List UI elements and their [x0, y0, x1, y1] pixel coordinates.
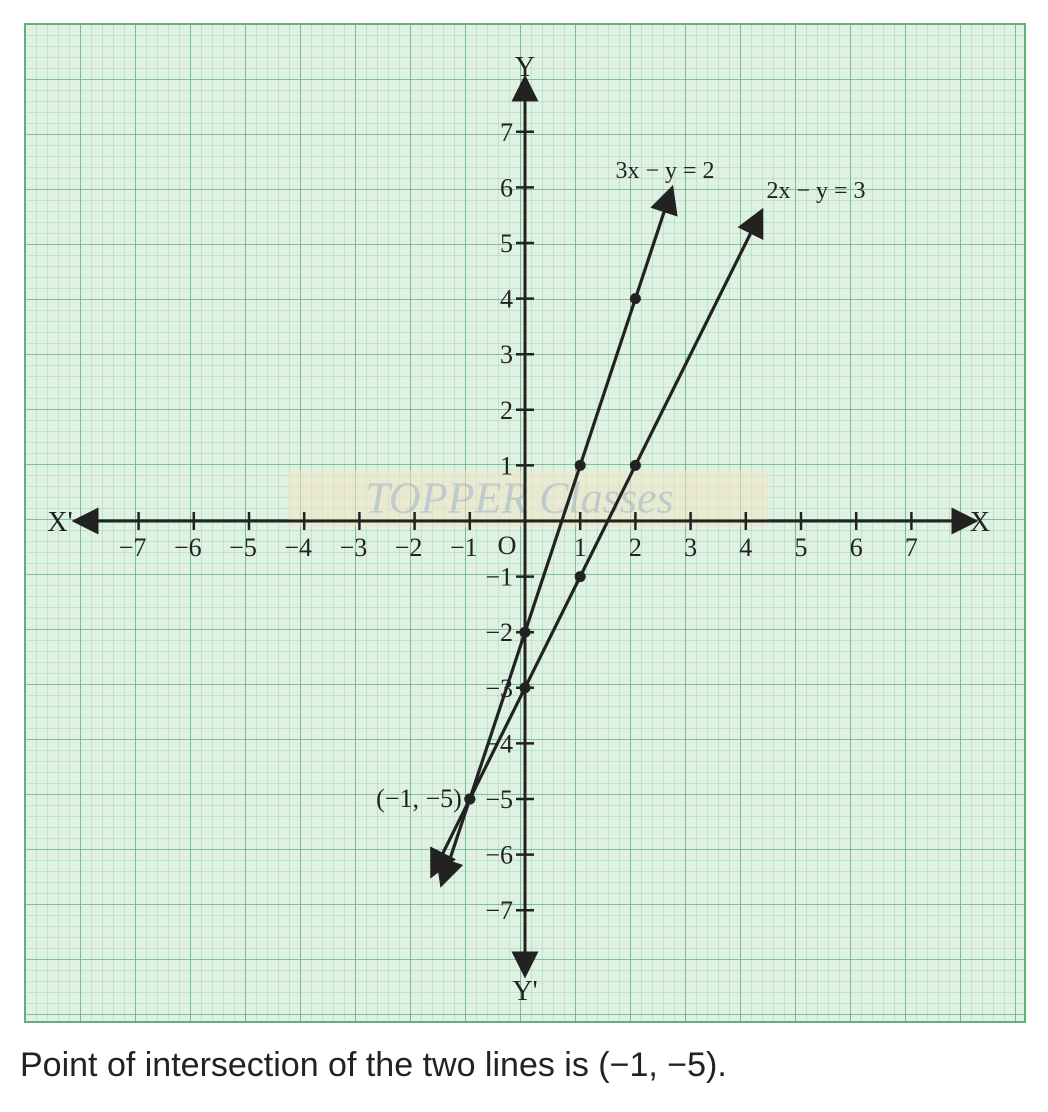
x-tick-label: 4	[739, 533, 753, 562]
data-point	[464, 794, 475, 805]
data-point	[520, 627, 531, 638]
y-tick-label: 1	[500, 451, 513, 481]
x-axis-negative-label: X'	[47, 507, 73, 538]
x-axis-label: X	[969, 507, 991, 538]
y-tick-label: −1	[485, 562, 513, 592]
intersection-label: (−1, −5)	[376, 784, 462, 813]
data-point	[520, 682, 531, 693]
watermark-text: TOPPER Classes	[365, 473, 674, 523]
caption-text: Point of intersection of the two lines is (−1, −5).	[20, 1046, 727, 1084]
x-tick-label: 5	[794, 533, 808, 562]
y-tick-label: −3	[485, 673, 513, 703]
origin-label: O	[497, 531, 517, 560]
x-tick-label: −5	[229, 533, 257, 562]
x-tick-label: 1	[573, 533, 587, 562]
x-tick-label: −1	[449, 533, 478, 562]
y-tick-label: −6	[485, 840, 513, 870]
y-tick-label: −5	[485, 785, 513, 814]
y-axis-label: Y	[514, 52, 536, 83]
x-tick-label: 7	[904, 533, 918, 562]
x-tick-label: −7	[118, 533, 147, 562]
data-point	[630, 460, 641, 471]
y-tick-label: 3	[500, 340, 513, 370]
data-point	[630, 293, 641, 304]
y-axis-negative-label: Y'	[512, 976, 538, 1007]
y-tick-label: 2	[500, 395, 513, 425]
y-tick-label: 7	[500, 117, 513, 147]
y-tick-label: 4	[500, 284, 513, 314]
x-tick-label: −3	[339, 533, 368, 562]
x-tick-label: 2	[628, 533, 642, 562]
x-tick-label: −6	[173, 533, 202, 562]
series-label-1: 3x − y = 2	[615, 158, 715, 184]
x-tick-label: −2	[394, 533, 423, 562]
data-point	[575, 460, 586, 471]
y-tick-label: −4	[485, 729, 513, 759]
x-tick-label: −4	[284, 533, 313, 562]
data-point	[575, 571, 586, 582]
series-label-2: 2x − y = 3	[766, 178, 866, 204]
y-tick-label: 5	[500, 229, 513, 258]
y-tick-label: −2	[485, 618, 513, 648]
y-tick-label: −7	[485, 896, 513, 926]
x-tick-label: 3	[684, 533, 698, 562]
x-tick-label: 6	[849, 533, 863, 562]
y-tick-label: 6	[500, 173, 513, 203]
